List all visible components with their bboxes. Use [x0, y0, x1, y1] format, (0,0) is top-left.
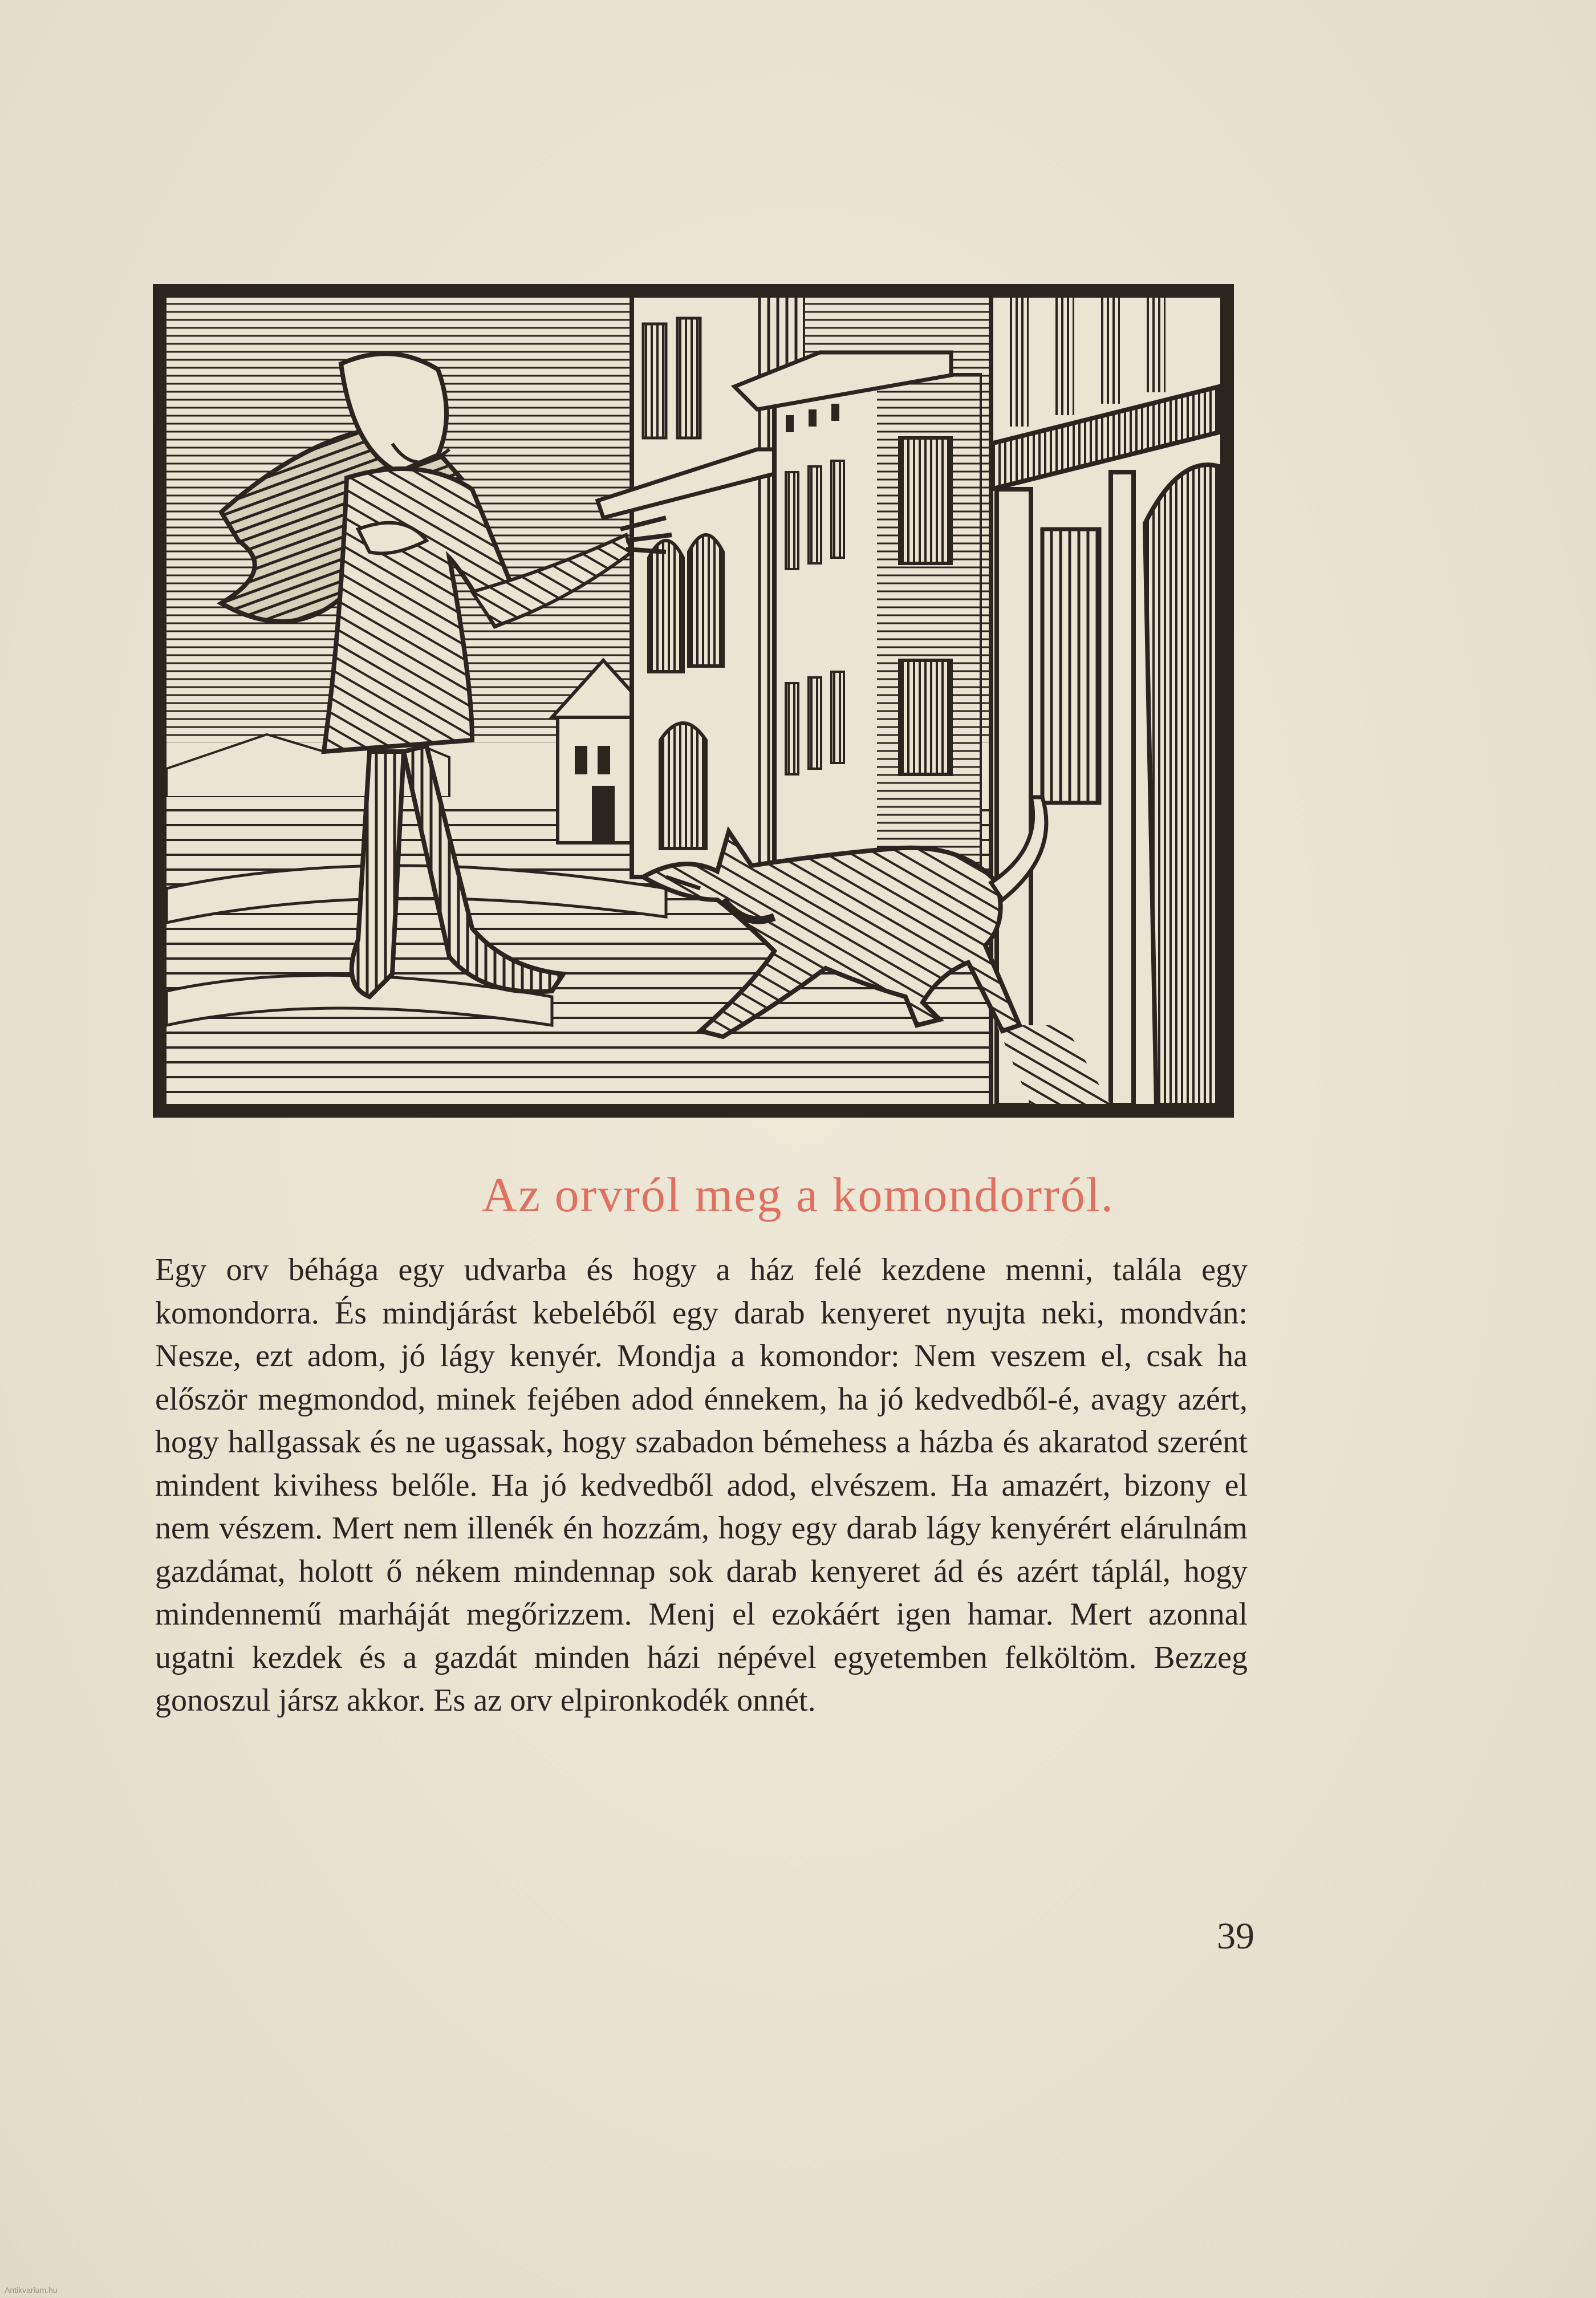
story-title: Az orvról meg a komondorról. — [481, 1167, 1115, 1222]
story-body: Egy orv béhága egy udvarba és hogy a ház felé kezdene menni, talála egy komondorra. És mindjárást kebeléből egy darab kenyeret nyujta neki, mondván: Nesze, ezt adom, jó lágy kenyér. Mondja a komondor: Nem veszem el, csak ha először megmondod, minek fejében adod énnekem, ha jó kedvedből-é, avagy azért, hogy hallgassak és ne ugassak, hogy szabadon bémehess a házba és akaratod szerént mindent kivihess belőle. Ha jó kedvedből adod, elvészem. Ha amazért, bizony el nem vészem. Mert nem illenék én hozzám, hogy egy darab lágy kenyérért elárulnám gazdámat, holott ő nékem mindennap sok darab kenyeret ád és azért táplál, hogy mindennemű marháját megőrizzem. Menj el ezokáért igen hamar. Mert azonnal ugatni kezdek és a gazdát minden házi népével egyetemben felköltöm. Bezzeg gonoszul jársz akkor. Es az orv elpironkodék onnét. — [155, 1252, 1248, 1718]
right-building — [991, 295, 1225, 1116]
watermark: Antikvarium.hu — [5, 2285, 58, 2295]
page-number: 39 — [1217, 1915, 1254, 1957]
woodcut-illustration — [153, 284, 1234, 1118]
